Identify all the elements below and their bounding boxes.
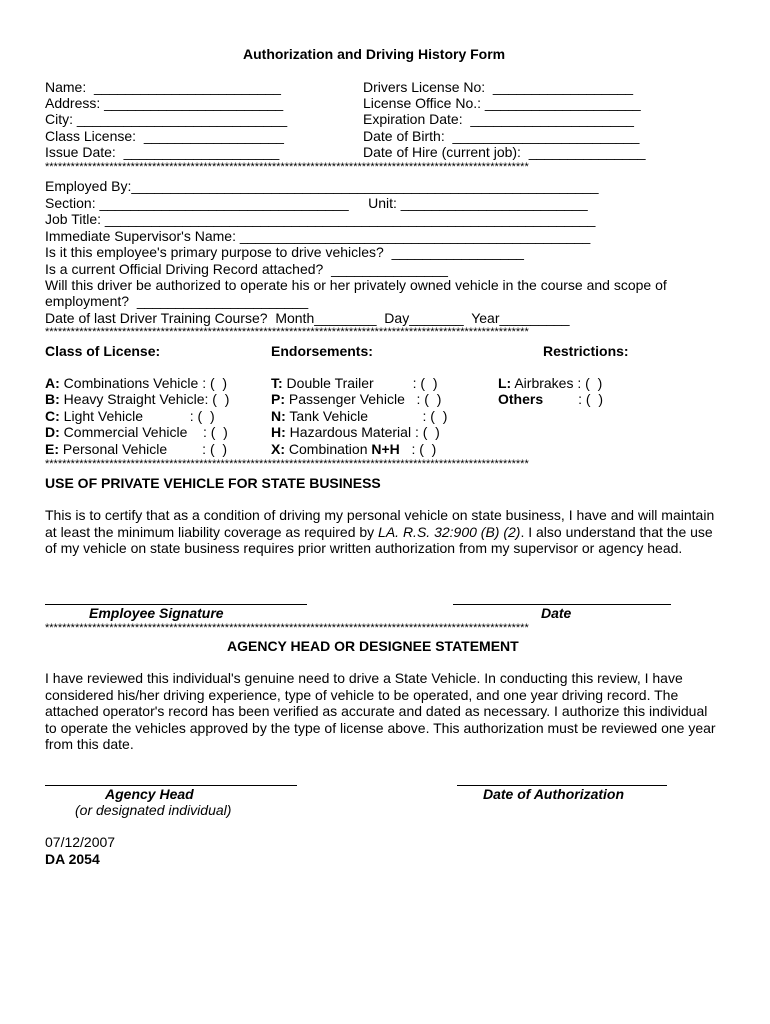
separator-4: ***************************************************************************************************************** [45, 623, 529, 633]
restriction-item[interactable]: L: Airbrakes : ( ) [498, 375, 603, 391]
endorsement-item[interactable]: P: Passenger Vehicle : ( ) [271, 391, 442, 407]
separator-3: ***************************************************************************************************************** [45, 459, 529, 469]
class-of-license-header: Class of License: [45, 343, 161, 359]
restriction-item[interactable]: Others : ( ) [498, 391, 604, 407]
license-office-field[interactable]: License Office No.: ____________________ [363, 95, 641, 111]
employee-date-label: Date [541, 605, 572, 621]
drivers-license-field[interactable]: Drivers License No: __________________ [363, 79, 634, 95]
private-vehicle-heading: USE OF PRIVATE VEHICLE FOR STATE BUSINESS [45, 475, 381, 491]
driving-record-question[interactable]: Is a current Official Driving Record attached? _______________ [45, 261, 448, 277]
agency-head-sublabel: (or designated individual) [75, 802, 232, 818]
agency-heading: AGENCY HEAD OR DESIGNEE STATEMENT [227, 638, 519, 654]
job-title-field[interactable]: Job Title: _______________________________________________________________ [45, 211, 596, 227]
class-item[interactable]: D: Commercial Vehicle : ( ) [45, 424, 228, 440]
section-unit-field[interactable]: Section: ________________________________ Unit: ________________________ [45, 195, 588, 211]
separator-1: ***************************************************************************************************************** [45, 162, 529, 172]
endorsement-item[interactable]: N: Tank Vehicle : ( ) [271, 408, 448, 424]
class-license-field[interactable]: Class License: __________________ [45, 128, 284, 144]
form-title: Authorization and Driving History Form [243, 46, 506, 62]
endorsements-header: Endorsements: [271, 343, 373, 359]
private-vehicle-question-cont[interactable]: employment? ______________________ [45, 293, 309, 309]
employed-by-field[interactable]: Employed By:____________________________________________________________ [45, 178, 599, 194]
expiration-date-field[interactable]: Expiration Date: _____________________ [363, 111, 634, 127]
class-item[interactable]: C: Light Vehicle : ( ) [45, 408, 215, 424]
address-field[interactable]: Address: _______________________ [45, 95, 284, 111]
class-item[interactable]: A: Combinations Vehicle : ( ) [45, 375, 228, 391]
revision-date: 07/12/2007 [45, 834, 116, 850]
supervisor-field[interactable]: Immediate Supervisor's Name: _____________________________________________ [45, 228, 591, 244]
primary-purpose-question[interactable]: Is it this employee's primary purpose to drive vehicles? _________________ [45, 244, 524, 260]
endorsement-item[interactable]: T: Double Trailer : ( ) [271, 375, 438, 391]
endorsement-item[interactable]: X: Combination N+H : ( ) [271, 441, 437, 457]
authorization-date-label: Date of Authorization [483, 786, 625, 802]
training-date-field[interactable]: Date of last Driver Training Course? Month________ Day_______ Year_________ [45, 310, 570, 326]
date-of-birth-field[interactable]: Date of Birth: ________________________ [363, 128, 640, 144]
date-of-hire-field[interactable]: Date of Hire (current job): _______________ [363, 144, 646, 160]
agency-head-label: Agency Head [105, 786, 194, 802]
restrictions-header: Restrictions: [543, 343, 629, 359]
issue-date-field[interactable]: Issue Date: ____________________ [45, 144, 280, 160]
class-item[interactable]: B: Heavy Straight Vehicle: ( ) [45, 391, 230, 407]
city-field[interactable]: City: ___________________________ [45, 111, 288, 127]
class-item[interactable]: E: Personal Vehicle : ( ) [45, 441, 228, 457]
name-field[interactable]: Name: ________________________ [45, 79, 281, 95]
endorsement-item[interactable]: H: Hazardous Material : ( ) [271, 424, 440, 440]
separator-2: ***************************************************************************************************************** [45, 327, 529, 337]
form-number: DA 2054 [45, 851, 100, 867]
private-vehicle-question[interactable]: Will this driver be authorized to operate his or her privately owned vehicle in the course and scope of [45, 277, 667, 293]
private-vehicle-paragraph: This is to certify that as a condition of driving my personal vehicle on state business, I have and will maintain at least the minimum liability coverage as required by LA. R.S. 32:900 (B) (2). I also understand that the use of my vehicle on state business requires prior written authorization from my supervisor or agency head. [45, 507, 715, 557]
employee-signature-label: Employee Signature [89, 605, 224, 621]
agency-paragraph: I have reviewed this individual's genuine need to drive a State Vehicle. In conducting this review, I have considered his/her driving experience, type of vehicle to be operated, and one year driving record. The attached operator's record has been verified as accurate and dated as necessary. I authorize this individual to operate the vehicles approved by the type of license above. This authorization must be reviewed one year from this date. [45, 670, 716, 753]
